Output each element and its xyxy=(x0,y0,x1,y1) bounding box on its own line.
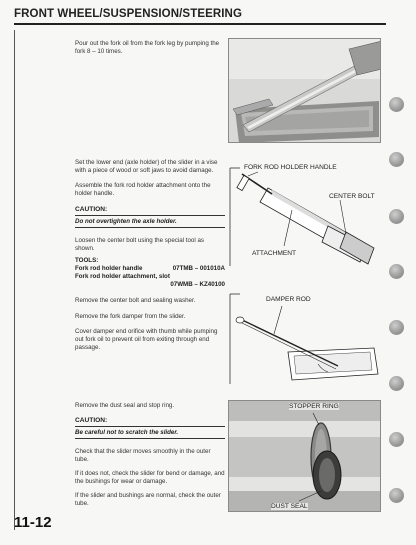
tools-block xyxy=(75,257,225,289)
figure-drain-oil xyxy=(228,38,381,143)
label-fork-rod-holder-handle: FORK ROD HOLDER HANDLE xyxy=(244,164,337,171)
binder-hole-1 xyxy=(389,97,404,112)
caution-label-1: CAUTION: xyxy=(75,206,108,213)
binder-hole-5 xyxy=(389,320,404,335)
fork-holder-illustration xyxy=(228,160,381,268)
step-loosen-bolt: Loosen the center bolt using the special tool as shown. xyxy=(75,237,204,252)
binder-hole-7 xyxy=(389,432,404,447)
tool-name: Fork rod holder attachment, slot xyxy=(75,273,170,280)
section-title: FRONT WHEEL/SUSPENSION/STEERING xyxy=(14,8,243,20)
binder-hole-2 xyxy=(389,152,404,167)
tool-row-3 xyxy=(75,281,225,289)
caution-label-2: CAUTION: xyxy=(75,417,108,424)
binder-hole-6 xyxy=(389,376,404,391)
label-center-bolt: CENTER BOLT xyxy=(329,193,375,200)
figure-seal xyxy=(228,400,381,512)
tools-label: TOOLS: xyxy=(75,257,99,264)
tool-number: 07WMB – KZ40100 xyxy=(170,281,225,288)
figure-damper-rod xyxy=(228,290,381,386)
step-remove-bolt: Remove the center bolt and sealing washer. xyxy=(75,297,196,304)
caution-rule-1 xyxy=(75,215,225,216)
tool-row-1 xyxy=(75,265,225,273)
step-assemble-attachment: Assemble the fork rod holder attachment onto the holder handle. xyxy=(75,182,211,197)
tool-row-2 xyxy=(75,273,225,281)
step-set-vise: Set the lower end (axle holder) of the slider in a vise with a piece of wood or soft jaws to avoid damage. xyxy=(75,159,218,174)
seal-illustration xyxy=(229,401,381,512)
header-rule xyxy=(14,23,386,25)
page-header xyxy=(14,6,386,26)
binder-hole-8 xyxy=(389,488,404,503)
label-damper-rod: DAMPER ROD xyxy=(266,296,311,303)
label-dust-seal: DUST SEAL xyxy=(271,503,308,510)
left-margin-rule xyxy=(14,30,15,530)
caution-text-2: Be careful not to scratch the slider. xyxy=(75,429,179,436)
page-number: 11-12 xyxy=(14,514,52,531)
label-attachment: ATTACHMENT xyxy=(252,250,297,257)
step-drain-oil: Pour out the fork oil from the fork leg by pumping the fork 8 – 10 times. xyxy=(75,40,220,55)
binder-hole-4 xyxy=(389,264,404,279)
caution-text-1: Do not overtighten the axle holder. xyxy=(75,218,177,225)
binder-hole-3 xyxy=(389,209,404,224)
drain-oil-illustration xyxy=(229,39,381,143)
caution-rule-1b xyxy=(75,227,225,228)
step-check-outer-tube: If the slider and bushings are normal, check the outer tube. xyxy=(75,492,221,507)
step-check-bend: If it does not, check the slider for bend or damage, and the bushings for wear or damage. xyxy=(75,470,225,485)
label-stopper-ring: STOPPER RING xyxy=(289,403,339,410)
tool-name: Fork rod holder handle xyxy=(75,265,143,272)
caution-rule-2 xyxy=(75,426,225,427)
step-remove-dust-seal: Remove the dust seal and stop ring. xyxy=(75,402,175,409)
step-check-slider: Check that the slider moves smoothly in the outer tube. xyxy=(75,448,211,463)
step-remove-damper: Remove the fork damper from the slider. xyxy=(75,313,186,320)
step-cover-orifice: Cover damper end orifice with thumb while pumping out fork oil to prevent oil from exiting through end passage. xyxy=(75,328,218,351)
damper-rod-illustration xyxy=(228,290,381,386)
tool-number: 07TMB – 001010A xyxy=(172,265,225,272)
caution-rule-2b xyxy=(75,438,225,439)
figure-fork-holder xyxy=(228,160,381,268)
